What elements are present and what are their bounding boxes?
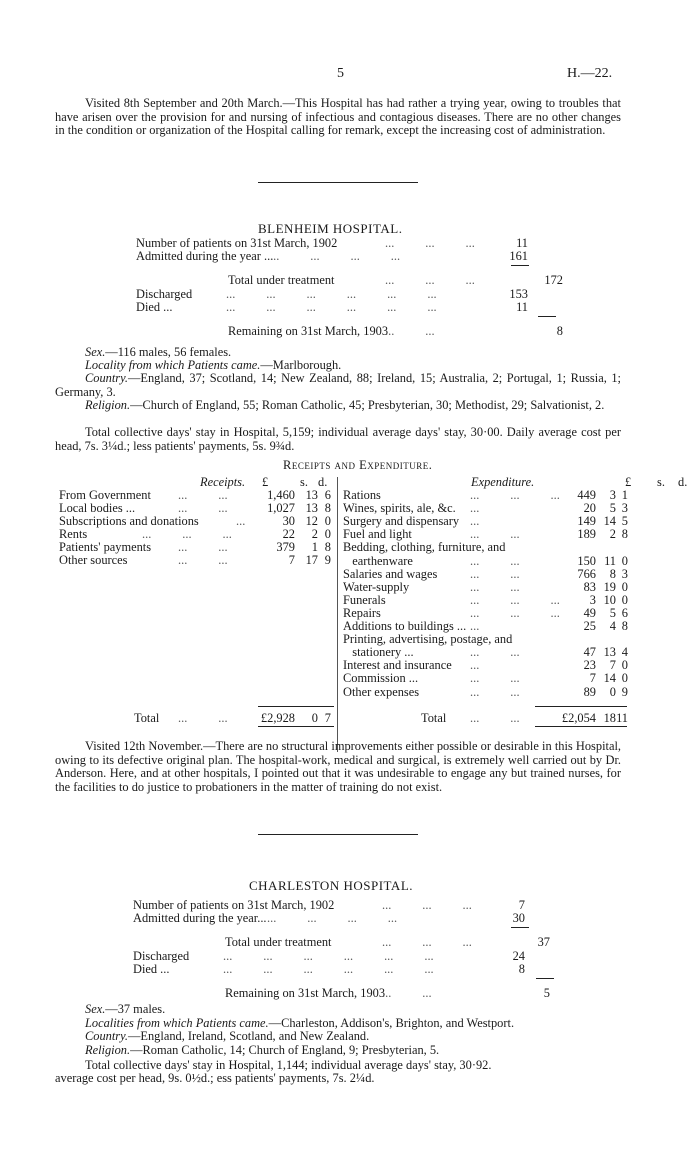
document-reference: H.—22. — [567, 66, 613, 81]
receipt-shillings: 13 — [305, 488, 318, 502]
expense-shillings: 0 — [609, 684, 616, 699]
stat-dots: ... ... ... ... ... ... — [226, 300, 437, 314]
intro-paragraph: Visited 8th September and 20th March.—This Hospital has had rather a trying year, owing to troubles that have arisen over the provision for and nursing of infectious and contagious diseases. There are no other changes in the condition or organization of the Hospital calling for remark, except the increasing cost of administration. — [55, 96, 621, 138]
expense-dots: ... ... ... — [470, 592, 560, 607]
expense-pounds: 149 — [577, 514, 596, 529]
receipt-pounds: 1,027 — [267, 501, 295, 515]
receipt-pence: 8 — [324, 540, 331, 554]
charleston-sex: Sex.—37 males. — [85, 1002, 166, 1016]
expense-dots: ... — [470, 658, 480, 673]
money-col-heading: £ — [625, 475, 632, 489]
expenditure-total-underline — [535, 726, 627, 727]
expense-shillings: 11 — [604, 553, 616, 568]
blenheim-sex: Sex.—116 males, 56 females. — [85, 345, 232, 359]
money-col-heading: s. — [657, 475, 665, 489]
receipt-label: From Government — [59, 488, 151, 502]
page-number: 5 — [337, 66, 344, 81]
expense-label: Rations — [343, 488, 381, 502]
expense-label: earthenware — [343, 553, 413, 568]
expense-label: stationery ... — [343, 645, 414, 660]
receipts-total-label: Total — [134, 711, 160, 725]
expense-dots: ... ... — [470, 671, 520, 686]
stat-dots: ... ... ... ... ... ... — [223, 949, 434, 963]
stat-total: 8 — [556, 324, 563, 338]
section-divider — [258, 834, 418, 835]
expense-pounds: 83 — [583, 579, 596, 594]
subtotal-rule — [511, 927, 529, 928]
expense-pounds: 7 — [589, 671, 596, 686]
section-divider — [258, 182, 418, 183]
expenditure-total-rule — [535, 706, 627, 707]
stat-total: 5 — [543, 986, 550, 1000]
expense-pounds: 150 — [577, 553, 596, 568]
stat-label: Total under treatment — [228, 273, 335, 287]
expense-label: Surgery and dispensary — [343, 514, 460, 529]
receipt-shillings: 12 — [305, 514, 318, 528]
expense-pounds: 449 — [577, 488, 596, 502]
expense-pence: 0 — [621, 579, 628, 594]
receipt-dots: ... ... — [178, 501, 228, 515]
expense-label: Salaries and wages — [343, 566, 438, 581]
stat-dots: ... ... ... — [385, 273, 475, 287]
expense-shillings: 14 — [603, 671, 616, 686]
expense-shillings: 5 — [609, 501, 616, 516]
blenheim-locality: Locality from which Patients came.—Marlborough. — [85, 358, 342, 372]
stat-label: Died ... — [136, 300, 173, 314]
charleston-stay-line-2: average cost per head, 9s. 0½d.; ess patients' payments, 7s. 2¼d. — [55, 1071, 375, 1085]
receipt-label: Other sources — [59, 553, 128, 567]
stat-dots: ... ... ... ... ... ... — [226, 287, 437, 301]
receipts-total-rule — [258, 706, 334, 707]
stat-value: 8 — [518, 962, 525, 976]
expense-pence: 6 — [621, 605, 628, 620]
expense-pence: 3 — [621, 566, 628, 581]
stat-dots: ... ... ... — [385, 236, 475, 250]
expenditure-total-pence: 11 — [616, 711, 628, 725]
receipt-shillings: 13 — [305, 501, 318, 515]
blenheim-stay: Total collective days' stay in Hospital, 5,159; individual average days' stay, 30·00. Daily average cost per head, 7s. 3¼d.; less patients' payments, 5s. 9¾d. — [55, 425, 621, 453]
expense-pence: 3 — [621, 501, 628, 516]
expense-pence: 4 — [621, 645, 628, 660]
receipts-total-underline — [258, 726, 334, 727]
expense-label: Additions to buildings ... — [343, 619, 467, 633]
receipt-pence: 0 — [324, 514, 331, 528]
stat-value: 24 — [512, 949, 525, 963]
stat-label: Number of patients on 31st March, 1902 — [133, 898, 335, 912]
subtotal-rule — [511, 265, 529, 266]
expense-dots: ... — [470, 619, 480, 633]
receipt-label: Subscriptions and donations — [59, 514, 199, 528]
expense-shillings: 8 — [609, 566, 616, 581]
expense-label: Water-supply — [343, 579, 410, 594]
stat-dots: ... ... ... ... — [270, 249, 401, 263]
expense-pence: 5 — [621, 514, 628, 529]
receipts-total-pounds: £2,928 — [260, 711, 295, 725]
stat-value: 30 — [512, 911, 525, 925]
expense-pence: 8 — [621, 619, 628, 633]
expense-pence: 0 — [621, 592, 628, 607]
blenheim-religion: Religion.—Church of England, 55; Roman Catholic, 45; Presbyterian, 30; Methodist, 29; Salvationist, 2. — [85, 398, 605, 412]
expense-pence: 9 — [621, 684, 628, 699]
expense-pounds: 3 — [589, 592, 596, 607]
expense-shillings: 4 — [609, 619, 616, 633]
expense-label: Repairs — [343, 605, 381, 620]
expenditure-heading: Expenditure. — [471, 475, 535, 489]
expense-label: Interest and insurance — [343, 658, 452, 673]
expense-dots: ... ... — [470, 684, 520, 699]
receipt-dots: ... — [236, 514, 246, 528]
receipt-label: Rents — [59, 527, 88, 541]
stat-value: 11 — [516, 236, 528, 250]
receipt-dots: ... ... — [178, 540, 228, 554]
charleston-stay-line-1: Total collective days' stay in Hospital, 1,144; individual average days' stay, 30·92. — [85, 1058, 492, 1072]
receipt-pounds: 1,460 — [267, 488, 295, 502]
expense-pounds: 766 — [577, 566, 596, 581]
money-col-heading: d. — [678, 475, 688, 489]
expense-dots: ... ... ... — [470, 488, 560, 502]
stat-value: 7 — [518, 898, 525, 912]
expense-label: Other expenses — [343, 684, 420, 699]
expense-dots: ... ... — [470, 527, 520, 542]
stat-dots: ... ... — [385, 324, 435, 338]
blenheim-visit-paragraph: Visited 12th November.—There are no structural improvements either possible or desirable in this Hospital, owing to its defective original plan. The hospital-work, medical and surgical, is extremely well carried out by Dr. Anderson. Here, and at other hospitals, I pointed out that it was undesirable to engage any but trained nurses, for the facilities to do justice to probationers in the matter of training do not exist. — [55, 739, 621, 794]
receipt-label: Patients' payments — [59, 540, 152, 554]
expense-pence: 0 — [621, 658, 628, 673]
receipt-pence: 6 — [324, 488, 331, 502]
receipts-total-shillings: 0 — [311, 711, 318, 725]
expense-shillings: 5 — [609, 605, 616, 620]
stat-label: Discharged — [136, 287, 193, 301]
expenditure-total-label: Total — [421, 711, 447, 725]
money-col-heading: s. — [300, 475, 308, 489]
expenditure-total-dots: ... ... — [470, 711, 520, 725]
expense-shillings: 14 — [603, 514, 616, 529]
receipt-pence: 8 — [324, 501, 331, 515]
receipt-pence: 9 — [324, 553, 331, 567]
receipt-shillings: 1 — [311, 540, 318, 554]
stat-label: Remaining on 31st March, 1903 — [225, 986, 386, 1000]
money-col-heading: £ — [262, 475, 269, 489]
total-rule — [538, 316, 556, 317]
receipts-total-dots: ... ... — [178, 711, 228, 725]
charleston-title: CHARLESTON HOSPITAL. — [249, 878, 414, 893]
expense-shillings: 3 — [609, 488, 616, 502]
stat-total: 37 — [537, 935, 550, 949]
receipt-pounds: 22 — [282, 527, 295, 541]
expense-pounds: 89 — [583, 684, 596, 699]
expenditure-total-pounds: £2,054 — [561, 711, 596, 725]
expense-shillings: 10 — [603, 592, 616, 607]
expense-dots: ... ... — [470, 579, 520, 594]
expenditure-total-shillings: 18 — [603, 711, 616, 725]
stat-dots: ... ... ... ... — [267, 911, 398, 925]
stat-label: Remaining on 31st March, 1903 — [228, 324, 389, 338]
expense-shillings: 2 — [609, 527, 616, 542]
stat-value: 153 — [509, 287, 528, 301]
expense-pounds: 47 — [583, 645, 596, 660]
stat-label: Discharged — [133, 949, 190, 963]
receipt-dots: ... ... ... — [142, 527, 232, 541]
expense-pence: 8 — [621, 527, 628, 542]
charleston-religion: Religion.—Roman Catholic, 14; Church of England, 9; Presbyterian, 5. — [85, 1043, 440, 1057]
expense-pence: 0 — [621, 671, 628, 686]
expense-dots: ... ... ... — [470, 605, 560, 620]
receipt-dots: ... ... — [178, 488, 228, 502]
expense-label: Printing, advertising, postage, and — [343, 632, 513, 647]
expense-label: Funerals — [343, 592, 386, 607]
stat-label: Total under treatment — [225, 935, 332, 949]
expense-shillings: 7 — [609, 658, 616, 673]
blenheim-title: BLENHEIM HOSPITAL. — [258, 221, 403, 236]
expense-label: Bedding, clothing, furniture, and — [343, 540, 506, 555]
expense-dots: ... — [470, 501, 480, 516]
expense-label: Fuel and light — [343, 527, 412, 542]
expense-dots: ... ... — [470, 566, 520, 581]
stat-value: 11 — [516, 300, 528, 314]
expense-dots: ... — [470, 514, 480, 529]
stat-total: 172 — [544, 273, 563, 287]
expense-shillings: 13 — [603, 645, 616, 660]
stat-dots: ... ... ... — [382, 898, 472, 912]
stat-label: Admitted during the year... — [133, 911, 267, 925]
receipts-heading: Receipts. — [200, 475, 246, 489]
expense-dots: ... ... — [470, 645, 520, 660]
stat-dots: ... ... ... — [382, 935, 472, 949]
blenheim-country: Country.—England, 37; Scotland, 14; New Zealand, 88; Ireland, 15; Australia, 2; Portugal, 1; Russia, 1; Germany, 3. — [55, 371, 621, 399]
expense-label: Commission ... — [343, 671, 419, 686]
receipt-dots: ... ... — [178, 553, 228, 567]
expense-shillings: 19 — [603, 579, 616, 594]
receipt-shillings: 17 — [305, 553, 318, 567]
expense-pence: 1 — [621, 488, 628, 502]
table-divider — [337, 477, 338, 752]
stat-dots: ... ... ... ... ... ... — [223, 962, 434, 976]
stat-label: Number of patients on 31st March, 1902 — [136, 236, 338, 250]
receipt-pounds: 30 — [282, 514, 295, 528]
expense-pounds: 25 — [583, 619, 596, 633]
expense-pounds: 20 — [583, 501, 596, 516]
receipt-shillings: 2 — [311, 527, 318, 541]
receipt-pence: 0 — [324, 527, 331, 541]
expense-pounds: 189 — [577, 527, 596, 542]
receipt-pounds: 379 — [276, 540, 295, 554]
expense-pounds: 23 — [583, 658, 596, 673]
stat-dots: ... ... — [382, 986, 432, 1000]
receipts-total-pence: 7 — [324, 711, 331, 725]
charleston-locality: Localities from which Patients came.—Charleston, Addison's, Brighton, and Westport. — [85, 1016, 515, 1030]
expense-dots: ... ... — [470, 553, 520, 568]
stat-label: Admitted during the year ... — [136, 249, 274, 263]
expense-label: Wines, spirits, ale, &c. — [343, 501, 456, 516]
charleston-country: Country.—England, Ireland, Scotland, and New Zealand. — [85, 1029, 370, 1043]
money-col-heading: d. — [318, 475, 328, 489]
receipt-label: Local bodies ... — [59, 501, 136, 515]
receipts-expenditure-title: Receipts and Expenditure. — [283, 458, 433, 472]
receipt-pounds: 7 — [288, 553, 295, 567]
stat-value: 161 — [509, 249, 528, 263]
stat-label: Died ... — [133, 962, 170, 976]
expense-pence: 0 — [621, 553, 628, 568]
expense-pounds: 49 — [583, 605, 596, 620]
total-rule — [536, 978, 554, 979]
